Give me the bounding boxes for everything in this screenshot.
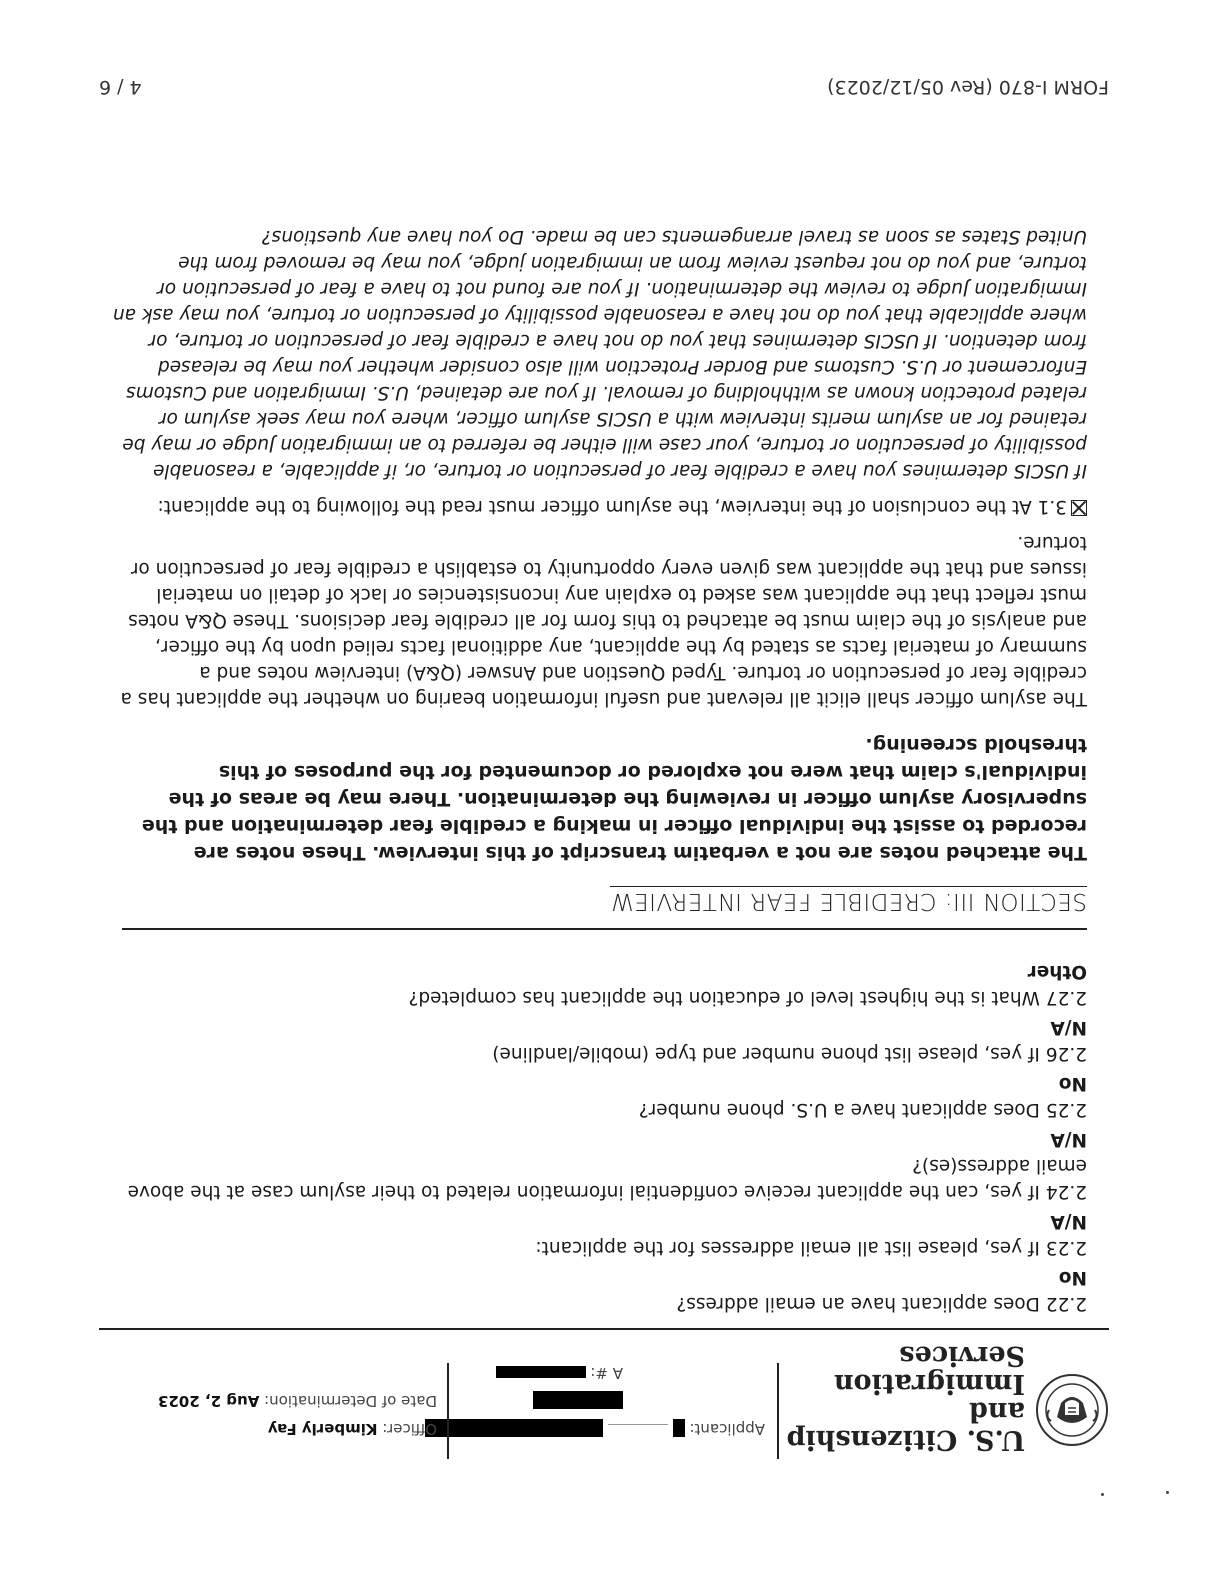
question-item — [97, 1070, 1087, 1122]
item-3-1-text: 3.1 At the conclusion of the interview, the asylum officer must read the following to the applicant: — [157, 496, 1067, 517]
answer-text: N/A — [1050, 1017, 1087, 1038]
answer-text: Other — [1027, 961, 1087, 982]
agency-line-2: and Immigration — [834, 1368, 1025, 1427]
question-item — [97, 1264, 1087, 1316]
header-divider — [777, 1363, 779, 1459]
a-number-label: A #: — [590, 1364, 623, 1382]
scan-speck — [1101, 1493, 1104, 1496]
page-number: 4 / 6 — [99, 76, 142, 98]
applicant-label: Applicant: — [689, 1420, 765, 1438]
dhs-seal-icon — [1035, 1373, 1109, 1447]
question-item — [97, 1126, 1087, 1204]
scan-speck — [1166, 1491, 1169, 1494]
question-text: 2.27 What is the highest level of education the applicant has completed? — [408, 987, 1087, 1008]
answer-text: N/A — [1050, 1129, 1087, 1150]
question-text: 2.22 Does applicant have an email address? — [676, 1293, 1087, 1314]
redaction-bar — [673, 1420, 685, 1438]
redaction-bar — [496, 1367, 586, 1379]
checked-checkbox-icon[interactable] — [1071, 500, 1087, 516]
agency-line-3: Services — [899, 1340, 1025, 1371]
redaction-bar — [425, 1420, 603, 1438]
form-id: FORM I-870 (Rev 05/12/2023) — [827, 76, 1109, 98]
form-body — [97, 223, 1087, 1320]
determination-date-label: Date of Determination: — [264, 1392, 437, 1410]
officer-block — [107, 1387, 437, 1443]
applicant-block — [465, 1359, 765, 1443]
item-3-1 — [97, 493, 1087, 519]
question-item — [97, 1208, 1087, 1260]
question-item — [97, 1014, 1087, 1066]
notes-disclaimer: The attached notes are not a verbatim transcript of this interview. These notes are recorded to assist the individual officer in making a credible fear determination and the supervisory asylum officer in reviewing the determination. There may be areas of the individual's claim that were not explored or documented for the purposes of this threshold screening. — [141, 734, 1087, 864]
question-text: 2.23 If yes, please list all email addresses for the applicant: — [535, 1237, 1087, 1258]
officer-label: Officer: — [382, 1420, 437, 1438]
section-title: SECTION III: CREDIBLE FEAR INTERVIEW — [610, 888, 1087, 914]
question-text: 2.26 If yes, please list phone number and type (mobile/landline) — [492, 1043, 1087, 1064]
agency-line-1: U.S. Citizenship — [786, 1424, 1025, 1455]
question-text: 2.25 Does applicant have a U.S. phone number? — [638, 1099, 1087, 1120]
page-footer — [99, 68, 1109, 98]
advisal-text: If USCIS determines you have a credible fear of persecution or torture, or, if applicable, a reasonable possibility of persecution or torture, your case will either be referred to an immigration Judge or may be retained for an asylum merits interview with a USCIS asylum officer, where you may seek asylum or related protection known as withholding of removal. If you are detained, U.S. Immigration and Customs Enforcement or U.S. Customs and Border Protection will also consider whether you may be released from detention. If USCIS determines that you do not have a credible fear of persecution or torture, or where applicable that you do not have a reasonable possibility of persecution or torture, you may ask an Immigration Judge to review the determination. If you are found not to have a fear of persecution or torture, and you do not request review from an immigration judge, you may be removed from the United States as soon as travel arrangements can be made. Do you have any questions? — [112, 226, 1087, 481]
determination-date: Aug 2, 2023 — [157, 1392, 260, 1410]
question-text: 2.24 If yes, can the applicant receive confidential information related to their asylum case at the above email address(es)? — [127, 1155, 1087, 1202]
form-header — [101, 1340, 1109, 1459]
section-rule — [122, 928, 1087, 930]
officer-instructions: The asylum officer shall elicit all relevant and useful information bearing on whether the applicant has a credible fear of persecution or torture. Typed Question and Answer (Q&A) interview notes and a summary of material facts as stated by the applicant, any additional facts relied upon by the officer, and analysis of the claim must be attached to this form for all credible fear decisions. These Q&A notes must reflect that the applicant was asked to explain any inconsistencies or lack of detail on material issues and that the applicant was given every opportunity to establish a credible fear of persecution or torture. — [120, 532, 1087, 709]
question-item — [97, 958, 1087, 1010]
agency-name — [785, 1341, 1025, 1453]
answer-text: N/A — [1050, 1211, 1087, 1232]
answer-text: No — [1058, 1073, 1087, 1094]
header-divider — [447, 1363, 449, 1459]
officer-name: Kimberly Fay — [267, 1420, 378, 1438]
redaction-bar — [533, 1392, 623, 1410]
answer-text: No — [1058, 1267, 1087, 1288]
header-rule — [99, 1328, 1109, 1330]
applicant-name-field — [608, 1424, 668, 1425]
